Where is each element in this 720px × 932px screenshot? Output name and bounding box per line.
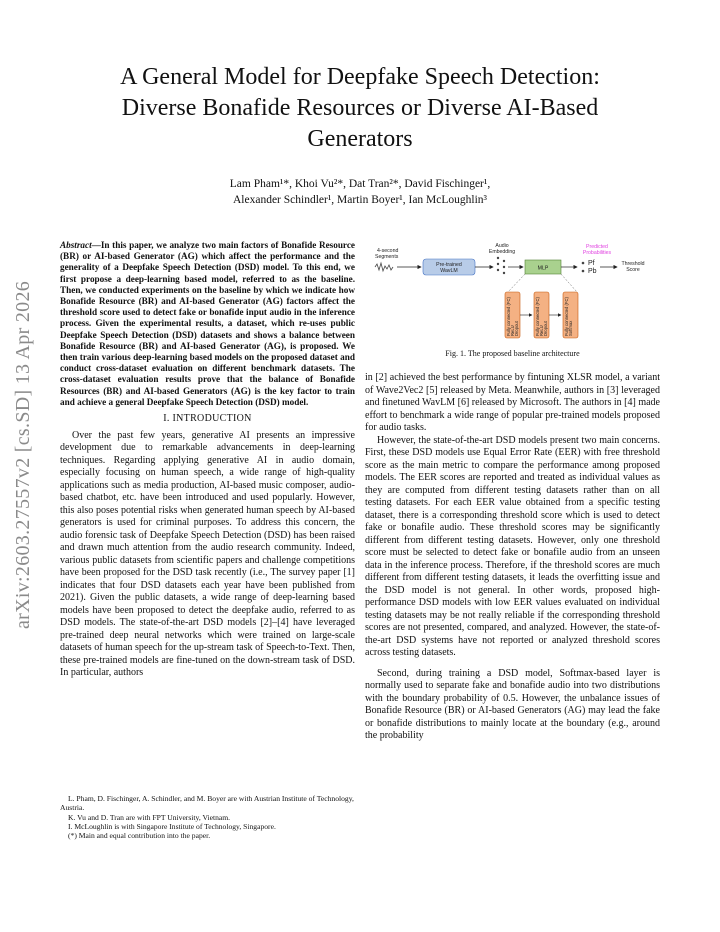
- title-line-2: Diverse Bonafide Resources or Diverse AI-Based: [121, 95, 599, 121]
- right-column: [365, 372, 660, 743]
- figure-caption: Fig. 1. The proposed baseline architecture: [445, 349, 580, 358]
- authors-line-2: Alexander Schindler¹, Martin Boyer¹, Ian McLoughlin³: [232, 194, 488, 206]
- waveform-icon: [375, 263, 393, 271]
- fc2-line-1: Fully connected (FC): [535, 297, 540, 336]
- arxiv-side-stamp: arXiv:2603.27557v2 [cs.SD] 13 Apr 2026: [12, 280, 34, 630]
- fc1-line-3: Dropout: [514, 321, 519, 336]
- title-line-3: Generators: [307, 126, 413, 152]
- fc2-line-2: ReLU: [539, 325, 544, 336]
- fc1-line-2: ReLU: [510, 325, 515, 336]
- embed-label-1: Audio: [495, 243, 509, 249]
- input-label-2: Segments: [375, 254, 399, 260]
- left-column: [60, 240, 355, 680]
- footnote-1: L. Pham, D. Fischinger, A. Schindler, and M. Boyer are with Austrian Institute of Technology, Austria.: [60, 794, 354, 813]
- pb-label: Pb: [588, 268, 597, 275]
- pf-dot-icon: [582, 262, 585, 265]
- threshold-label-2: Score: [626, 267, 640, 273]
- footnote-2: K. Vu and D. Tran are with FPT University, Vietnam.: [68, 812, 231, 822]
- embedding-dots-icon: [497, 257, 505, 274]
- pretrained-label: Pre-trained: [436, 262, 462, 268]
- authors-line-1: Lam Pham¹*, Khoi Vu²*, Dat Tran²*, David Fischinger¹,: [229, 178, 491, 190]
- embed-label-2: Embedding: [488, 249, 516, 255]
- author-list: [80, 176, 640, 208]
- mlp-dashed-right: [561, 274, 577, 292]
- fc3-line-1: Fully connected (FC): [564, 297, 569, 336]
- pf-label: Pf: [588, 260, 595, 267]
- threshold-label-1: Threshold: [621, 261, 645, 267]
- abstract: [60, 240, 355, 408]
- wavlm-label: WavLM: [440, 268, 458, 274]
- title-line-1: A General Model for Deepfake Speech Detection:: [120, 64, 600, 90]
- section-heading-introduction: I. INTRODUCTION: [163, 413, 252, 425]
- mlp-dashed-left: [508, 274, 525, 292]
- abstract-text: —In this paper, we analyze two main factors of Bonafide Resource (BR) or AI-based Generator (AG) which affect the performance and the generality of a Deepfake Speech Detection (DSD) model. To this end, we first propose a deep-learning based model, referred to as the baseline. Then, we conducted experiments on the baseline by which we indicate how Bonafide Resource (BR) and AI-based Generator (AG) factors affect the threshold score used to detect fake or bonafide input audio in the inference process. Given the experimental results, a dataset, which re-uses public Deepfake Speech Detection (DSD) datasets and shows a balance between Bonafide Resource (BR) and AI-based Generator (AG), is proposed. We then train various deep-learning based models on the proposed dataset and conduct cross-dataset evaluation on different benchmark datasets. The cross-dataset evaluation results prove that the balance of Bonafide Resources (BR) and AI-based Generators (AG) is the key factor to train and achieve a general Deepfake Speech Detection (DSD) model.: [60, 240, 355, 407]
- mlp-label: MLP: [537, 265, 549, 272]
- paper-title: [60, 62, 660, 155]
- pred-label-1: Predicted: [586, 244, 608, 250]
- fc1-line-1: Fully connected (FC): [506, 297, 511, 336]
- fc3-line-2: Softmax: [568, 320, 573, 336]
- pred-label-2: Probabilities: [582, 250, 612, 256]
- right-paragraph-2: However, the state-of-the-art DSD models present two main concerns. First, these DSD models use Equal Error Rate (EER) with free threshold score as the main metric to compare the performance among proposed models. The EER scores are reported and treated as individual values as they are computed from different testing datasets rather than on all testing datasets. For each EER value obtained from a specific testing dataset, there is a corresponding threshold score which is used to detect fake or bonafile audio. These threshold scores may be significantly different from different testing datasets. However, only one threshold score must be selected to detect fake or bonafile audio from an unseen data in the inference process. Therefore, if the threshold scores are much different from different testing datasets, it leads the overfitting issue and the DSD model is not general. In other words, proposed high-performance DSD models with low EER values evaluated on individual testing datasets may be not really reliable if the corresponding threshold scores are not presented, compared, and analyzed. However, the state-of-the-art DSD systems have not reported or analyzed threshold scores across testing datasets.: [365, 434, 660, 658]
- footnotes: [60, 794, 355, 840]
- intro-paragraph-1: Over the past few years, generative AI presents an impressive development due to remarkable advancements in deep-learning techniques. Regarding applying generative AI in audio domain, especially focusing on human speech, a wide range of high-quality applications such as media production, AI-based music composer, audio-based chatbot, etc. have been introduced and used popularly. However, this also poses potential risks when generated human speech by AI-based generators is used for criminal purposes. To address this concern, the audio forensic task of Deepfake Speech Detection (DSD) has been raised and drawn much attention from the audio research community. Indeed, various public datasets from scientific papers and challenge competitions have been proposed for the DSD task recently (i.e., The survey paper [1] indicates that four DSD datasets each year have been published from 2021). Given the public datasets, a wide range of deep-learning based models have been proposed to detect the deepfake audio, referred to as DSD models. The state-of-the-art DSD models [2]–[4] have leveraged pre-trained deep neural networks which were trained on large-scale datasets of human speech for the up-stream task of Speech-to-Text. Then, these pre-trained models are fine-tuned on the down-stream task of DSD. In particular, authors: [60, 429, 355, 679]
- paragraph-gap: [365, 660, 660, 668]
- fc2-line-3: Dropout: [543, 321, 548, 336]
- footnote-3: I. McLoughlin is with Singapore Institute of Technology, Singapore.: [68, 821, 276, 831]
- footnote-4: (*) Main and equal contribution into the paper.: [68, 831, 211, 841]
- pb-dot-icon: [582, 270, 585, 273]
- input-label-1: 4-second: [377, 248, 399, 254]
- architecture-figure: [365, 240, 660, 362]
- right-paragraph-3: Second, during training a DSD model, Softmax-based layer is normally used to separate fake and bonafide audio into two distributions with the boundary probability of 0.5. However, the unbalance issues of Bonafide Resource (BR) or AI-based Generators (AG) may lead the fake or bonafide distributions to mainly locate at the boundary (e.g., around the probability: [365, 667, 660, 741]
- abstract-label: Abstract: [60, 240, 92, 250]
- right-paragraph-1: in [2] achieved the best performance by fintuning XLSR model, a variant of Wave2Vec2 [5] released by Meta. Meanwhile, authors in [3] leveraged and finetuned WavLM [6] released by Microsoft. The authors in [4] made effort to benchmark a wide range of popular pre-trained models proposed for audio tasks.: [365, 372, 660, 433]
